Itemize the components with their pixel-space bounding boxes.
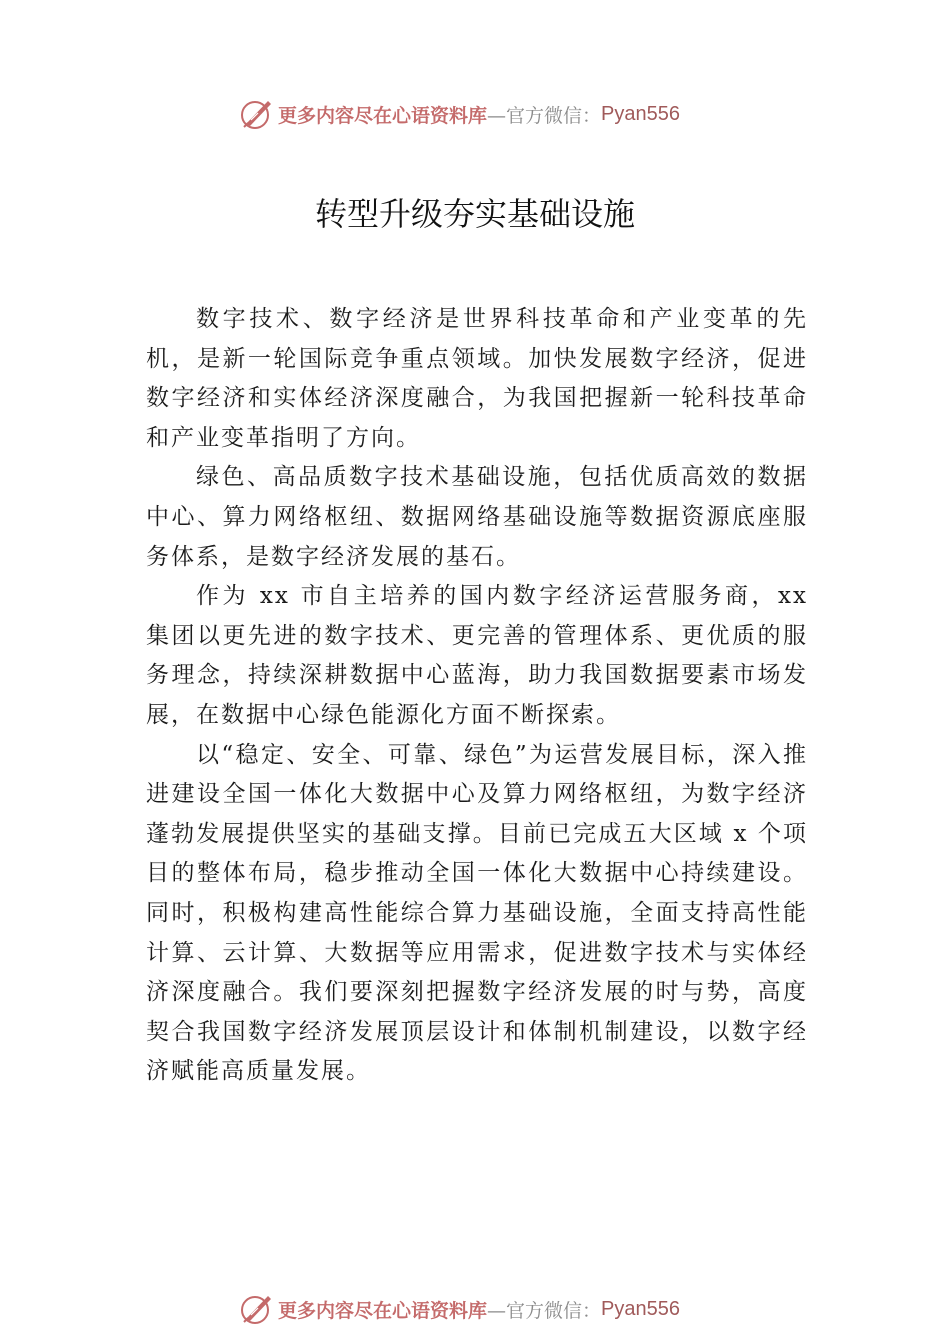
quill-pen-logo-icon [238, 96, 274, 132]
document-title: 转型升级夯实基础设施 [314, 195, 635, 233]
paragraph-1: 数字技术、数字经济是世界科技革命和产业变革的先机，是新一轮国际竞争重点领域。加快发展数字经济，促进数字经济和实体经济深度融合，为我国把握新一轮科技革命和产业变革指明了方向。 [146, 306, 808, 451]
quill-pen-logo-icon [238, 1291, 274, 1327]
document-body [146, 300, 808, 1092]
paragraph-3: 作为 xx 市自主培养的国内数字经济运营服务商，xx 集团以更先进的数字技术、更完善的管理体系、更优质的服务理念，持续深耕数据中心蓝海，助力我国数据要素市场发展，在数据中心绿色能源化方面不断探索。 [146, 583, 808, 728]
watermark-wechat-id: Pyan556 [601, 1297, 680, 1320]
footer-watermark [238, 1289, 680, 1329]
watermark-brand-text: 更多内容尽在心语资料库 [278, 104, 488, 127]
watermark-separator-text: —官方微信： [487, 104, 602, 127]
paragraph-2: 绿色、高品质数字技术基础设施，包括优质高效的数据中心、算力网络枢纽、数据网络基础设施等数据资源底座服务体系，是数字经济发展的基石。 [146, 464, 808, 570]
paragraph-4: 以“稳定、安全、可靠、绿色”为运营发展目标，深入推进建设全国一体化大数据中心及算力网络枢纽，为数字经济蓬勃发展提供坚实的基础支撑。目前已完成五大区域 x 个项目的整体布局，稳步推动全国一体化大数据中心持续建设。同时，积极构建高性能综合算力基础设施，全面支持高性能 计算、云计算、大数据等应用需求，促进数字技术与实体经 济深度融合。我们要深刻把握数字经济发展的时与势，高度 契合我国数字经济发展顶层设计和体制机制建设，以数字经 济赋能高质量发展。 [146, 741, 808, 1085]
watermark-wechat-id: Pyan556 [601, 102, 680, 125]
header-watermark [238, 94, 680, 134]
watermark-brand-text: 更多内容尽在心语资料库 [278, 1299, 488, 1322]
watermark-separator-text: —官方微信： [487, 1299, 602, 1322]
